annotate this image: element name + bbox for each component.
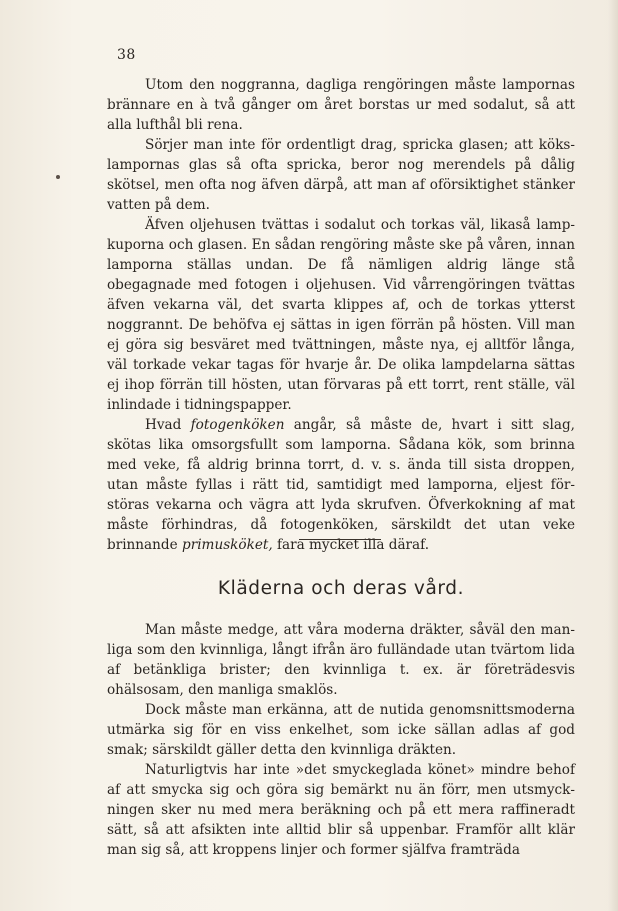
paragraph-fotogenkoken — [107, 415, 575, 555]
paragraph: Dock måste man erkänna, att de nutida genomsnittsmoderna utmärka sig för en viss enkelhet, som icke sällan adlas af god smak; särskildt gäller detta den kvinnliga dräkten. — [107, 702, 575, 758]
paragraph: Utom den noggranna, dagliga rengöringen måste lampornas brännare en à två gånger om året borstas ur med sodalut, så att alla lufthål bli rena. — [107, 77, 575, 133]
margin-dot — [56, 175, 60, 179]
paragraph: Äfven oljehusen tvättas i sodalut och torkas väl, likaså lampkuporna och glasen. En sådan rengöring måste ske på våren, innan lamporna ställas undan. De få nämligen aldrig länge stå obegagnade med fotogen i oljehusen. Vid vårrengöringen tvättas äfven vekarna väl, det svarta klippes af, och de torkas ytterst noggrannt. De behöfva ej sättas in igen förrän på hösten. Vill man ej göra sig besväret med tvättningen, måste nya, ej alltför långa, väl torkade vekar tagas för hvarje år. De olika lampdelarna sättas ej ihop förrän till hösten, utan förvaras på ett torrt, rent ställe, väl inlindade i tidningspapper. — [107, 217, 575, 413]
text-run: Hvad — [145, 417, 191, 433]
text-run: fara mycket illa däraf. — [272, 537, 430, 553]
section-divider — [299, 539, 381, 540]
paragraph: Man måste medge, att våra moderna dräkter, såväl den manliga som den kvinnliga, långt ifrån äro fulländade utan tvärtom lida af betänkliga brister; den kvinnliga t. ex. är företrädesvis ohälsosam, den manliga smaklös. — [107, 622, 575, 698]
italic-term: fotogenköken — [190, 417, 285, 433]
italic-term: primusköket, — [182, 537, 273, 553]
lamp-care-text — [107, 75, 575, 555]
section-title: Kläderna och deras vård. — [217, 578, 465, 599]
clothing-care-text — [107, 620, 575, 860]
page-number: 38 — [117, 47, 136, 63]
text-run: angår, så måste de, hvart i sitt slag, skötas lika omsorgsfullt som lamporna. Sådana kök, som brinna med veke, få aldrig brinna torrt, d. v. s. ända till sista droppen, utan måste fyllas i rätt tid, samtidigt med lamporna, eljest förstöras vekarna och vägra att lyda skrufven. Öfverkokning af mat måste förhindras, då fotogenköken, särskildt det utan veke brinnande — [107, 417, 575, 553]
paragraph: Naturligtvis har inte »det smyckeglada könet» mindre behof af att smycka sig och göra sig bemärkt nu än förr, men utsmyckningen sker nu med mera beräkning och på ett mera raffineradt sätt, så att afsikten inte alltid blir så uppenbar. Framför allt klär man sig så, att kroppens linjer och former själfva framträda — [107, 762, 575, 858]
paragraph: Sörjer man inte för ordentligt drag, spricka glasen; att kökslampornas glas så ofta spricka, beror nog merendels på dålig skötsel, men ofta nog äfven därpå, att man af oförsiktighet stänker vatten på dem. — [107, 137, 575, 213]
